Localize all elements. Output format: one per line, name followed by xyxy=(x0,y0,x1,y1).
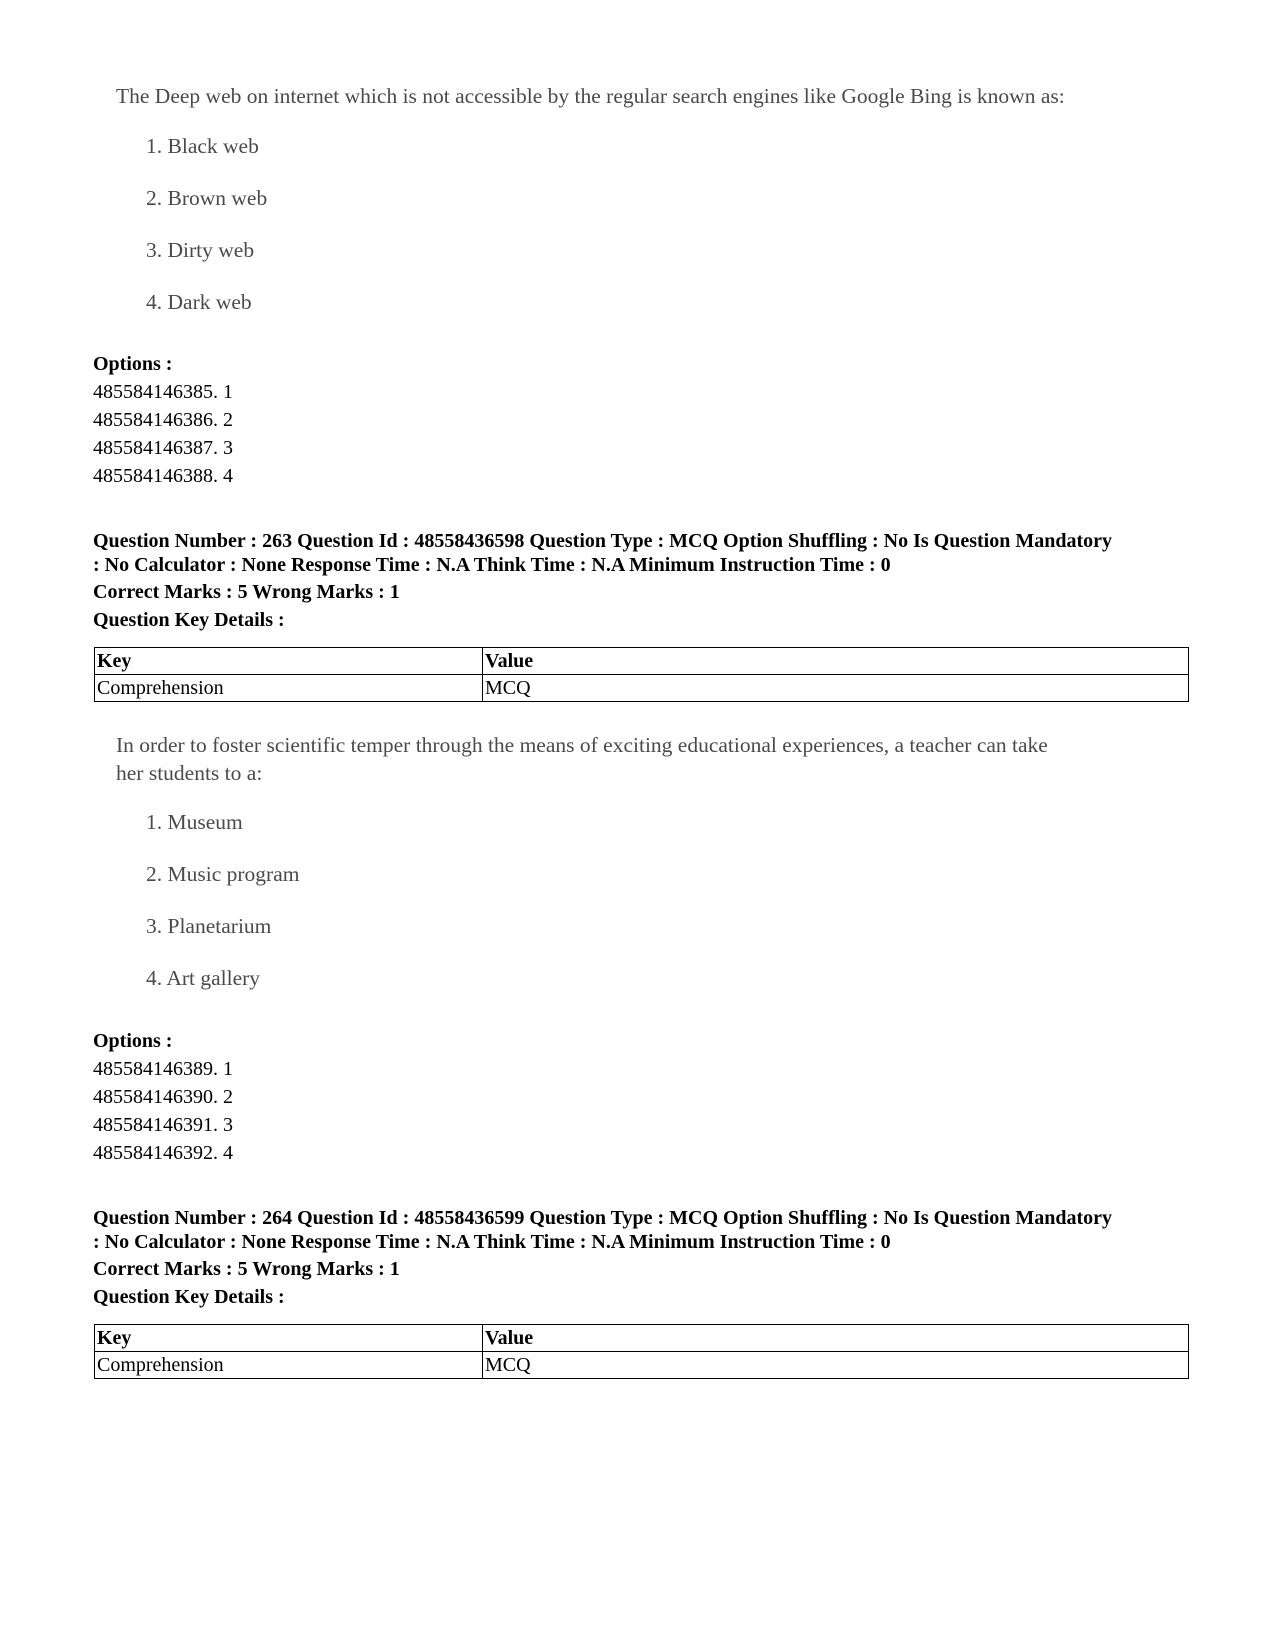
table-cell: MCQ xyxy=(483,1352,1189,1379)
question-meta-line: Question Number : 264 Question Id : 48558436599 Question Type : MCQ Option Shuffling : No Is Question Mandatory xyxy=(93,1207,1112,1229)
table-header-cell: Value xyxy=(483,1325,1189,1352)
marks-line: Correct Marks : 5 Wrong Marks : 1 xyxy=(93,1258,400,1280)
table-header-row xyxy=(95,1325,1189,1352)
table-header-row xyxy=(95,648,1189,675)
question-meta-line: Question Number : 263 Question Id : 48558436598 Question Type : MCQ Option Shuffling : No Is Question Mandatory xyxy=(93,530,1112,552)
question-image-262 xyxy=(116,82,1065,314)
table-header-cell: Key xyxy=(95,1325,483,1352)
question-key-table xyxy=(94,647,1189,702)
question-image-263 xyxy=(116,731,1048,990)
choice-4: 4. Dark web xyxy=(146,290,252,314)
option-line: 485584146391. 3 xyxy=(93,1114,233,1136)
table-header-cell: Key xyxy=(95,648,483,675)
marks-line: Correct Marks : 5 Wrong Marks : 1 xyxy=(93,581,400,603)
options-label: Options : xyxy=(93,1030,173,1052)
question-meta-line: : No Calculator : None Response Time : N.A Think Time : N.A Minimum Instruction Time : 0 xyxy=(93,1231,891,1253)
choice-1: 1. Museum xyxy=(146,810,243,834)
choice-3: 3. Planetarium xyxy=(146,914,272,938)
table-cell: MCQ xyxy=(483,675,1189,702)
choice-1: 1. Black web xyxy=(146,134,259,158)
question-text: her students to a: xyxy=(116,761,263,785)
table-header-cell: Value xyxy=(483,648,1189,675)
question-meta-264 xyxy=(93,1206,1193,1254)
question-meta-line: : No Calculator : None Response Time : N.A Think Time : N.A Minimum Instruction Time : 0 xyxy=(93,554,891,576)
choice-4: 4. Art gallery xyxy=(146,966,261,990)
question-text: The Deep web on internet which is not accessible by the regular search engines like Google Bing is known as: xyxy=(116,84,1065,108)
question-key-table xyxy=(94,1324,1189,1379)
option-line: 485584146388. 4 xyxy=(93,465,233,487)
choice-2: 2. Music program xyxy=(146,862,300,886)
table-row xyxy=(95,675,1189,702)
key-details-label: Question Key Details : xyxy=(93,1286,285,1308)
question-text: In order to foster scientific temper through the means of exciting educational experiences, a teacher can take xyxy=(116,733,1048,757)
choice-2: 2. Brown web xyxy=(146,186,268,210)
options-label: Options : xyxy=(93,353,173,375)
option-line: 485584146389. 1 xyxy=(93,1058,233,1080)
table-cell: Comprehension xyxy=(95,675,483,702)
option-line: 485584146386. 2 xyxy=(93,409,233,431)
key-details-label: Question Key Details : xyxy=(93,609,285,631)
option-line: 485584146392. 4 xyxy=(93,1142,233,1164)
question-meta-263 xyxy=(93,529,1193,577)
table-cell: Comprehension xyxy=(95,1352,483,1379)
option-line: 485584146385. 1 xyxy=(93,381,233,403)
table-row xyxy=(95,1352,1189,1379)
option-line: 485584146387. 3 xyxy=(93,437,233,459)
option-line: 485584146390. 2 xyxy=(93,1086,233,1108)
choice-3: 3. Dirty web xyxy=(146,238,255,262)
